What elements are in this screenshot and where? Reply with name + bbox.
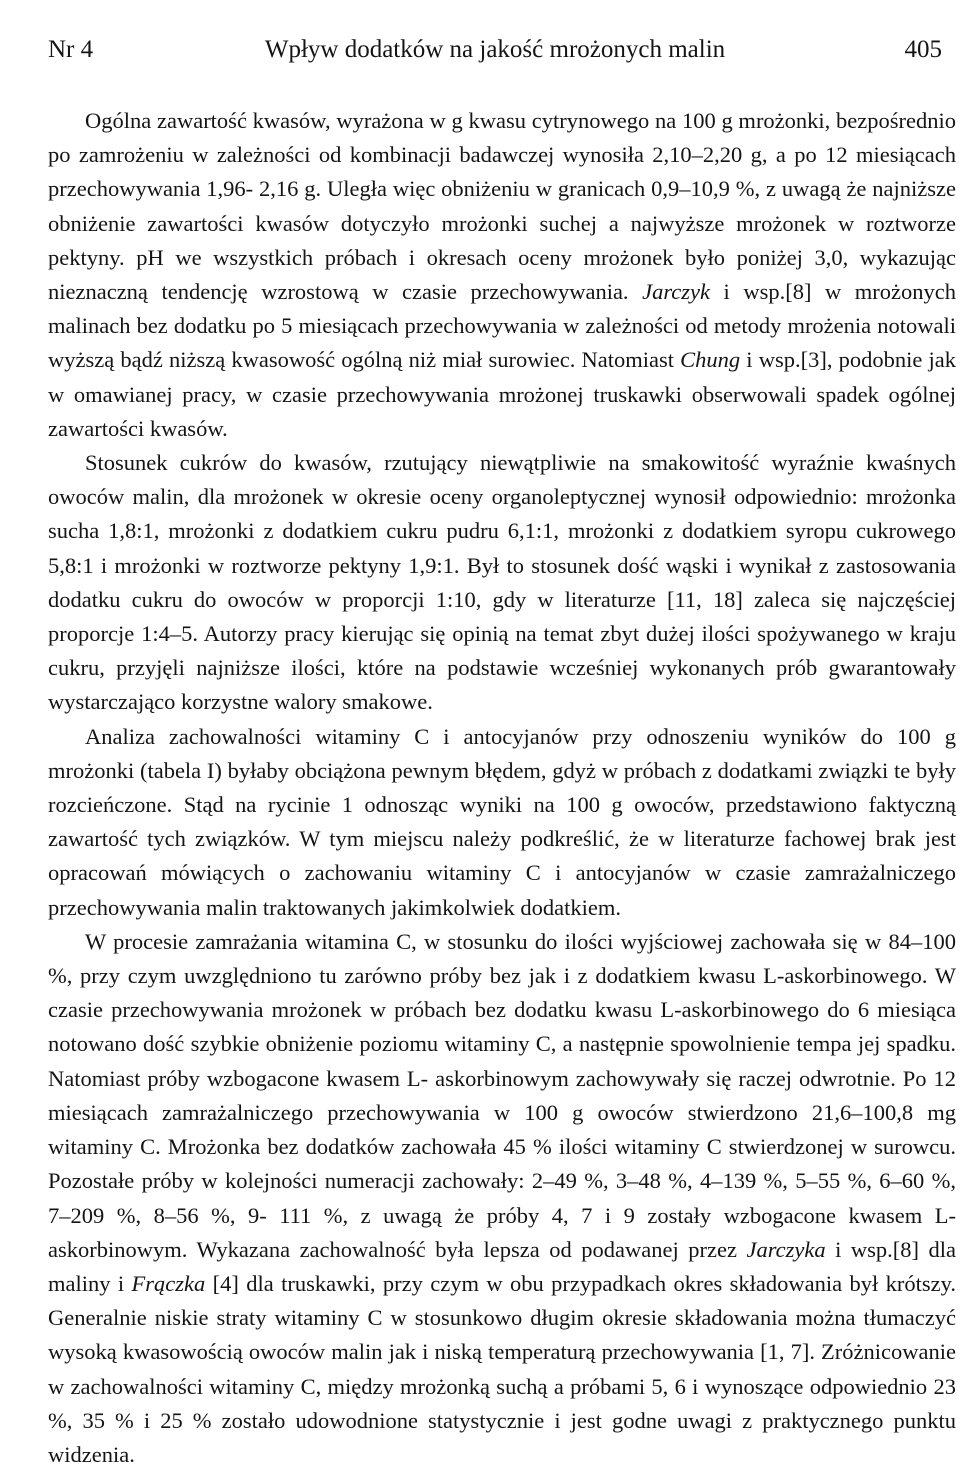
paragraph-vitamin-analysis: [48, 720, 956, 925]
author-citation: Jarczyk: [642, 279, 710, 305]
running-title: Wpływ dodatków na jakość mrożonych malin: [264, 36, 726, 63]
text-run: Stosunek cukrów do kwasów, rzutujący niewątpliwie na smakowitość wyraźnie kwaśnych owoców malin, dla mrożonek w okresie oceny organoleptycznej wynosił odpowiednio: mrożonka sucha 1,8:1, mrożonki z dodatkiem cukru pudru 6,1:1, mrożonki z dodatkiem syropu cukrowego 5,8:1 i mrożonki w roztworze pektyny 1,9:1. Był to stosunek dość wąski i wynikał z zastosowania dodatku cukru do owoców w proporcji 1:10, gdy w literaturze [11, 18] zaleca się najczęściej proporcje 1:4–5. Autorzy pracy kierując się opinią na temat zbyt dużej ilości spożywanego w kraju cukru, przyjęli najniższe ilości, które na podstawie wcześniej wykonanych prób gwarantowały wystarczająco korzystne walory smakowe.: [48, 450, 956, 715]
paragraph-vitamin-c-retention: [48, 925, 956, 1472]
text-run: Analiza zachowalności witaminy C i antocyjanów przy odnoszeniu wyników do 100 g mrożonki (tabela I) byłaby obciążona pewnym błędem, gdyż w próbach z dodatkami związki te były rozcieńczone. Stąd na rycinie 1 odnosząc wyniki na 100 g owoców, przedstawiono faktyczną zawartość tych związków. W tym miejscu należy podkreślić, że w literaturze fachowej brak jest opracowań mówiących o zachowaniu witaminy C i antocyjanów w czasie zamrażalniczego przechowywania malin traktowanych jakimkolwiek dodatkiem.: [48, 723, 956, 920]
paragraph-acidity: [48, 104, 956, 446]
author-citation: Frączka: [131, 1270, 206, 1296]
paragraph-sugar-acid-ratio: [48, 446, 956, 720]
text-run: W procesie zamrażania witamina C, w stosunku do ilości wyjściowej zachowała się w 84–100 %, przy czym uwzględniono tu zarówno próby bez jak i z dodatkiem kwasu L-askorbinowego. W czasie przechowywania mrożonek w próbach bez dodatku kwasu L-askorbinowego do 6 miesiąca notowano dość szybkie obniżenie poziomu witaminy C, a następnie spowolnienie tempa jej spadku. Natomiast próby wzbogacone kwasem L- askorbinowym zachowywały się raczej odwrotnie. Po 12 miesiącach zamrażalniczego przechowywania w 100 g owoców stwierdzono 21,6–100,8 mg witaminy C. Mrożonka bez dodatków zachowała 45 % ilości witaminy C stwierdzonej w surowcu. Pozostałe próby w kolejności numeracji zachowały: 2–49 %, 3–48 %, 4–139 %, 5–55 %, 6–60 %, 7–209 %, 8–56 %, 9- 111 %, z uwagą że próby 4, 7 i 9 zostały wzbogacone kwasem L- askorbinowym. Wykazana zachowalność była lepsza od podawanej przez: [48, 928, 956, 1262]
journal-issue-number: Nr 4: [48, 36, 94, 63]
page-number: 405: [904, 36, 942, 63]
article-body: [48, 104, 956, 1472]
running-header: [48, 36, 942, 72]
text-run: i wsp.[3], podobnie jak w omawianej pracy, w czasie przechowywania mrożonej truskawki obserwowali spadek ogólnej zawartości kwasów.: [48, 347, 956, 441]
text-run: i wsp.[8] w mrożonych malinach bez dodatku po 5 miesiącach przechowywania w zależności od metody mrożenia notowali wyższą bądź niższą kwasowość ogólną niż miał surowiec. Natomiast: [48, 279, 956, 373]
text-run: i wsp.[8] dla maliny i: [48, 1236, 956, 1296]
author-citation: Jarczyka: [746, 1236, 826, 1262]
text-run: [4] dla truskawki, przy czym w obu przypadkach okres składowania był krótszy. Generalnie niskie straty witaminy C w stosunkowo długim okresie składowania można tłumaczyć wysoką kwasowością owoców malin jak i niską temperaturą przechowywania [1, 7]. Zróżnicowanie w zachowalności witaminy C, między mrożonką suchą a próbami 5, 6 i wynoszące odpowiednio 23 %, 35 % i 25 % zostało udowodnione statystycznie i jest godne uwagi z praktycznego punktu widzenia.: [48, 1270, 956, 1467]
text-run: Ogólna zawartość kwasów, wyrażona w g kwasu cytrynowego na 100 g mrożonki, bezpośrednio po zamrożeniu w zależności od kombinacji badawczej wynosiła 2,10–2,20 g, a po 12 miesiącach przechowywania 1,96- 2,16 g. Uległa więc obniżeniu w granicach 0,9–10,9 %, z uwagą że najniższe obniżenie zawartości kwasów dotyczyło mrożonki suchej a najwyższe mrożonek w roztworze pektyny. pH we wszystkich próbach i okresach oceny mrożonek było poniżej 3,0, wykazując nieznaczną tendencję wzrostową w czasie przechowywania.: [48, 108, 956, 305]
author-citation: Chung: [680, 347, 741, 373]
